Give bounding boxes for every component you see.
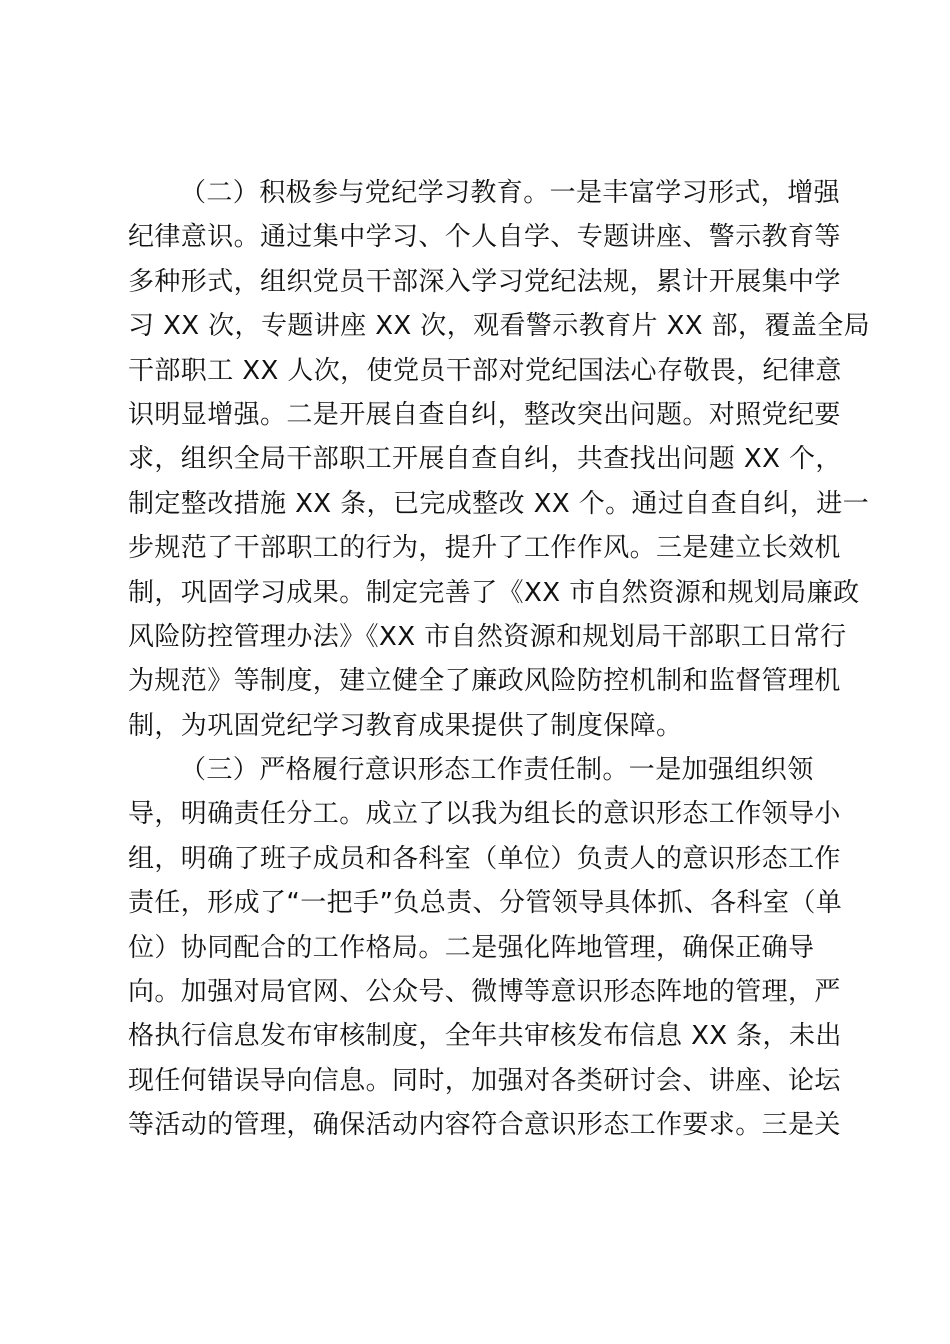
text-line: 步规范了干部职工的行为，提升了工作作风。三是建立长效机 bbox=[128, 533, 841, 564]
text-line: 纪律意识。通过集中学习、个人自学、专题讲座、警示教育等 bbox=[128, 222, 841, 253]
text-line: 制，为巩固党纪学习教育成果提供了制度保障。 bbox=[128, 710, 683, 741]
text-line: 格执行信息发布审核制度，全年共审核发布信息 XX 条，未出 bbox=[128, 1021, 842, 1052]
text-line: 制定整改措施 XX 条，已完成整改 XX 个。通过自查自纠，进一 bbox=[128, 488, 870, 519]
text-line: 多种形式，组织党员干部深入学习党纪法规，累计开展集中学 bbox=[128, 266, 841, 297]
text-line: 识明显增强。二是开展自查自纠，整改突出问题。对照党纪要 bbox=[128, 399, 841, 430]
text-line: 为规范》等制度，建立健全了廉政风险防控机制和监督管理机 bbox=[128, 666, 841, 697]
paragraph-party-discipline-education bbox=[128, 171, 871, 748]
paragraph-ideology-responsibility bbox=[128, 748, 843, 1148]
text-line: 求，组织全局干部职工开展自查自纠，共查找出问题 XX 个， bbox=[128, 444, 842, 475]
text-line: 制，巩固学习成果。制定完善了《XX 市自然资源和规划局廉政 bbox=[128, 577, 860, 608]
document-body bbox=[128, 171, 871, 1148]
text-line: 向。加强对局官网、公众号、微博等意识形态阵地的管理，严 bbox=[128, 977, 841, 1008]
text-line: 责任，形成了“一把手”负总责、分管领导具体抓、各科室（单 bbox=[128, 888, 843, 919]
text-line: 现任何错误导向信息。同时，加强对各类研讨会、讲座、论坛 bbox=[128, 1065, 841, 1096]
text-line: 组，明确了班子成员和各科室（单位）负责人的意识形态工作 bbox=[128, 843, 841, 874]
text-line: （三）严格履行意识形态工作责任制。一是加强组织领 bbox=[180, 755, 814, 786]
text-line: 位）协同配合的工作格局。二是强化阵地管理，确保正确导 bbox=[128, 932, 815, 963]
text-line: 干部职工 XX 人次，使党员干部对党纪国法心存敬畏，纪律意 bbox=[128, 355, 842, 386]
text-line: 导，明确责任分工。成立了以我为组长的意识形态工作领导小 bbox=[128, 799, 841, 830]
text-line: （二）积极参与党纪学习教育。一是丰富学习形式，增强 bbox=[180, 178, 841, 208]
text-line: 等活动的管理，确保活动内容符合意识形态工作要求。三是关 bbox=[128, 1110, 841, 1141]
text-line: 风险防控管理办法》《XX 市自然资源和规划局干部职工日常行 bbox=[128, 621, 847, 652]
text-line: 习 XX 次，专题讲座 XX 次，观看警示教育片 XX 部，覆盖全局 bbox=[128, 311, 871, 342]
